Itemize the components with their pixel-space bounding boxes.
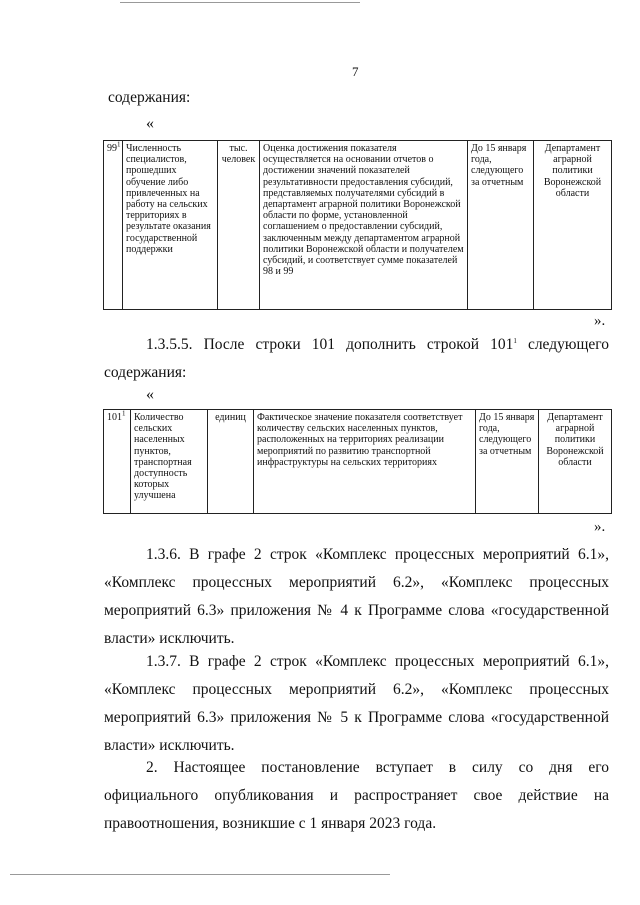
indicator-term: До 15 января года, следующего за отчетным (468, 141, 534, 310)
indicator-method: Оценка достижения показателя осуществляется на основании отчетов о достижении значений показателей результативности предоставления субсидий, представляемых получателями субсидий в департамент аграрной политики Воронежской области по форме, установленной соглашением о предоставлении субсидий, заключенным между департаментом аграрной политики Воронежской области и получателем субсидий, и соответствует сумме показателей 98 и 99 (260, 141, 468, 310)
indicator-unit: единиц (208, 410, 254, 514)
intro-text: содержания: (108, 89, 191, 106)
indicator-dept: Департамент аграрной политики Воронежской области (534, 141, 612, 310)
item-1-3-5-5-tail: следующего содержания: (104, 336, 609, 381)
indicator-unit: тыс. человек (218, 141, 260, 310)
item-1-3-5-5-text: 1.3.5.5. После строки 101 дополнить строкой 101 (146, 336, 514, 353)
row-number-sup: 1 (117, 140, 121, 149)
indicator-table-99-1 (103, 140, 612, 310)
quote-close-2: ». (594, 519, 606, 535)
item-2: 2. Настоящее постановление вступает в силу со дня его официального опубликования и распространяет свое действие на правоотношения, возникшие с 1 января 2023 года. (104, 759, 609, 832)
bottom-scan-line (10, 874, 390, 875)
indicator-method: Фактическое значение показателя соответствует количеству сельских населенных пунктов, расположенных на территориях реализации мероприятий по развитию транспортной инфраструктуры на сельских территориях (254, 410, 476, 514)
row-number: 101 (107, 412, 122, 423)
indicator-name: Численность специалистов, прошедших обучение либо привлеченных на работу на сельских территориях в результате оказания государственной поддержки (123, 141, 218, 310)
item-1-3-5-5 (104, 331, 609, 387)
quote-close-1: ». (594, 313, 606, 329)
row-number-sup: 1 (122, 409, 126, 418)
item-1-3-7: 1.3.7. В графе 2 строк «Комплекс процессных мероприятий 6.1», «Комплекс процессных мероприятий 6.2», «Комплекс процессных мероприятий 6.3» приложения № 5 к Программе слова «государственной власти» исключить. (104, 653, 609, 754)
row-number: 99 (107, 143, 117, 154)
indicator-dept: Департамент аграрной политики Воронежской области (539, 410, 612, 514)
indicator-table-101-1 (103, 409, 612, 514)
item-1-3-6: 1.3.6. В графе 2 строк «Комплекс процессных мероприятий 6.1», «Комплекс процессных мероприятий 6.2», «Комплекс процессных мероприятий 6.3» приложения № 4 к Программе слова «государственной власти» исключить. (104, 546, 609, 647)
page-number: 7 (352, 64, 359, 79)
quote-open-1: « (146, 115, 154, 132)
row-number-cell (104, 141, 123, 310)
quote-open-2: « (146, 386, 154, 403)
indicator-term: До 15 января года, следующего за отчетным (476, 410, 539, 514)
row-number-cell (104, 410, 131, 514)
item-1-3-5-5-sup: 1 (513, 336, 517, 345)
top-scan-line (120, 2, 360, 3)
indicator-name: Количество сельских населенных пунктов, транспортная доступность которых улучшена (131, 410, 208, 514)
table-row (104, 410, 612, 514)
table-row (104, 141, 612, 310)
